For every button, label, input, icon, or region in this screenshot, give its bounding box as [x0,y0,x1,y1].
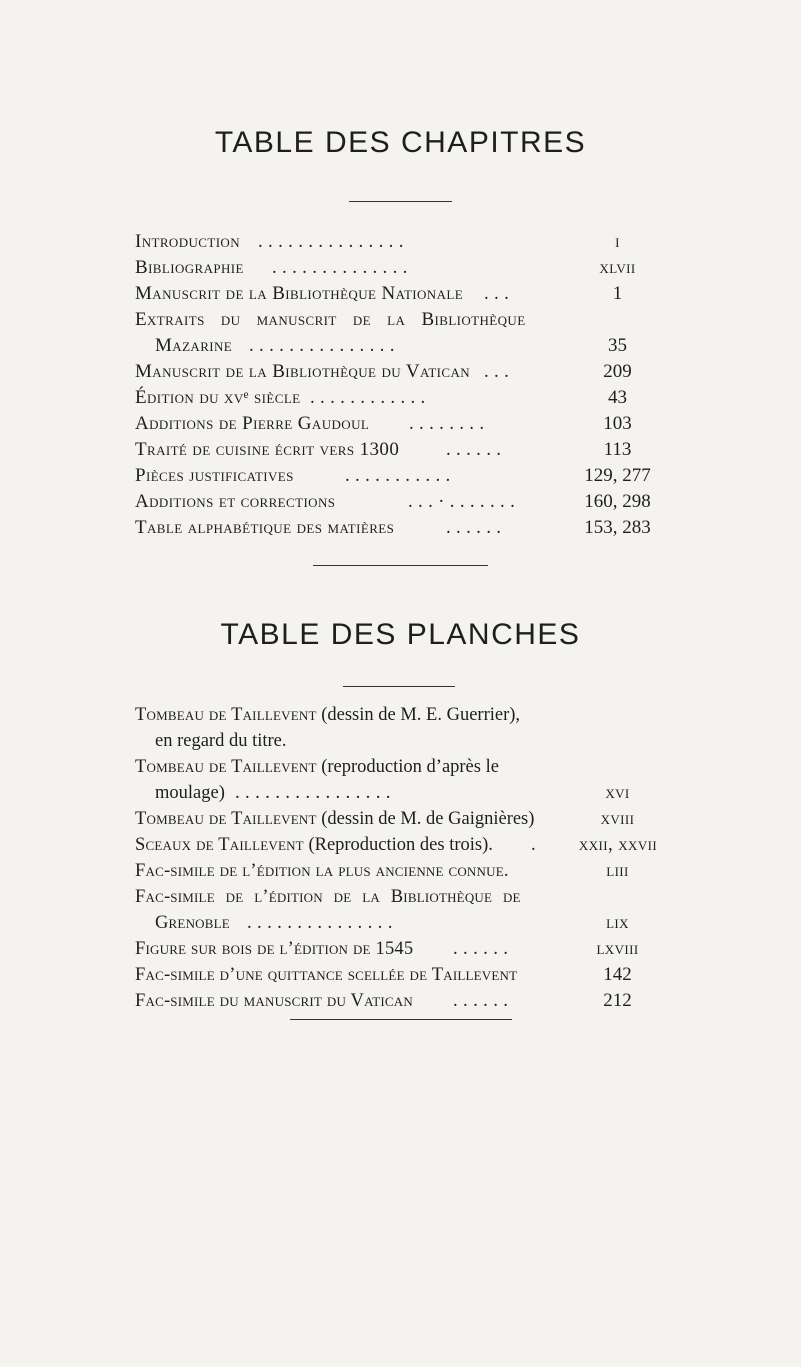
entry-note: en regard du titre. [155,731,287,751]
list-item [135,936,670,962]
leader-dots: ................ [235,782,396,803]
leader-dots: ... [484,283,515,304]
entry-page: lix [606,912,629,933]
leader-dots: ...... [453,990,514,1011]
entry-label: Sceaux de Taillevent [135,835,304,855]
list-item [135,229,670,255]
entry-label: Grenoble [155,913,230,933]
list-item [135,832,670,858]
leader-dots: ........... [345,465,456,486]
entry-label: Traité de cuisine écrit vers 1300 [135,439,400,460]
entry-label: Fac-simile de l’édition la plus ancienne connue. [135,861,509,881]
entry-label: Mazarine [155,335,233,356]
entry-page: 212 [603,990,632,1011]
entry-label: Tombeau de Taillevent [135,757,317,777]
leader-dots: ...·....... [408,491,521,512]
list-item [135,307,670,333]
entry-label: Édition du xvᵉ siècle [135,387,301,408]
leader-dots: ...... [453,938,514,959]
entry-note: (reproduction d’après le [316,757,499,777]
leader-dots: ...... [446,517,507,538]
list-item [135,385,670,411]
entry-label: Manuscrit de la Bibliothèque Nationale [135,283,464,304]
entry-label: Tombeau de Taillevent [135,705,317,725]
entry-label: Table alphabétique des matières [135,517,395,538]
entry-page: 129, 277 [584,465,651,486]
entry-page: xxii, xxvii [578,834,658,855]
divider [349,201,452,202]
entry-page: 153, 283 [584,517,651,538]
entry-label: Pièces justificatives [135,465,294,486]
leader-dots: . [531,834,542,855]
leader-dots: ............... [249,335,400,356]
list-item [135,437,670,463]
divider [313,565,488,566]
divider [343,686,455,687]
list-item [135,359,670,385]
entry-label: Fac-simile du manuscrit du Vatican [135,991,413,1011]
list-item [135,806,670,832]
leader-dots: .............. [272,257,413,278]
leader-dots: ...... [446,439,507,460]
planches-title: TABLE DES PLANCHES [220,618,581,651]
list-item [135,463,670,489]
entry-page: xviii [600,808,635,829]
entry-page: 1 [612,283,623,304]
entry-page: 209 [603,361,632,382]
entry-note: (dessin de M. E. Guerrier), [316,705,521,725]
entry-note: (Reproduction des trois). [303,835,493,855]
leader-dots: ............... [258,231,409,252]
entry-label: Additions de Pierre Gaudoul [135,413,370,434]
list-item [135,255,670,281]
list-item [135,702,670,728]
list-item [135,281,670,307]
divider [290,1019,512,1020]
list-item [135,858,670,884]
entry-label: Introduction [135,231,241,252]
entry-page: xlvii [599,257,636,278]
leader-dots: ........ [409,413,490,434]
entry-label: Additions et corrections [135,491,336,512]
entry-label: Fac-simile d’une quittance scellée de Taillevent [135,965,518,985]
chapitres-title: TABLE DES CHAPITRES [214,126,587,159]
list-item [135,728,670,754]
list-item [135,780,670,806]
list-item [135,411,670,437]
list-item [135,962,670,988]
list-item [135,754,670,780]
entry-page: 160, 298 [584,491,651,512]
entry-label: Bibliographie [135,257,244,278]
entry-page: i [615,231,620,252]
planches-list [135,702,670,1014]
list-item [135,515,670,541]
leader-dots: ... [484,361,515,382]
list-item [135,333,670,359]
entry-page: 43 [608,387,627,408]
entry-label: Tombeau de Taillevent [135,809,317,829]
list-item [135,910,670,936]
entry-label: Figure sur bois de l’édition de 1545 [135,939,414,959]
entry-page: 35 [608,335,627,356]
entry-page: 113 [603,439,632,460]
list-item [135,489,670,515]
leader-dots: ............... [247,912,398,933]
entry-label: Fac-simile de l’édition de la Bibliothèque de [135,887,521,907]
entry-page: liii [606,860,629,881]
chapitres-list [135,229,670,541]
entry-page: 142 [603,964,632,985]
list-item [135,884,670,910]
list-item [135,988,670,1014]
entry-label: Manuscrit de la Bibliothèque du Vatican [135,361,471,382]
entry-note: (dessin de M. de Gaignières) [316,809,535,829]
entry-page: lxviii [596,938,639,959]
entry-note: moulage) [155,783,225,803]
entry-page: 103 [603,413,632,434]
leader-dots: ............ [310,387,431,408]
entry-page: xvi [605,782,630,803]
entry-label: Extraits du manuscrit de la Bibliothèque [135,309,526,330]
